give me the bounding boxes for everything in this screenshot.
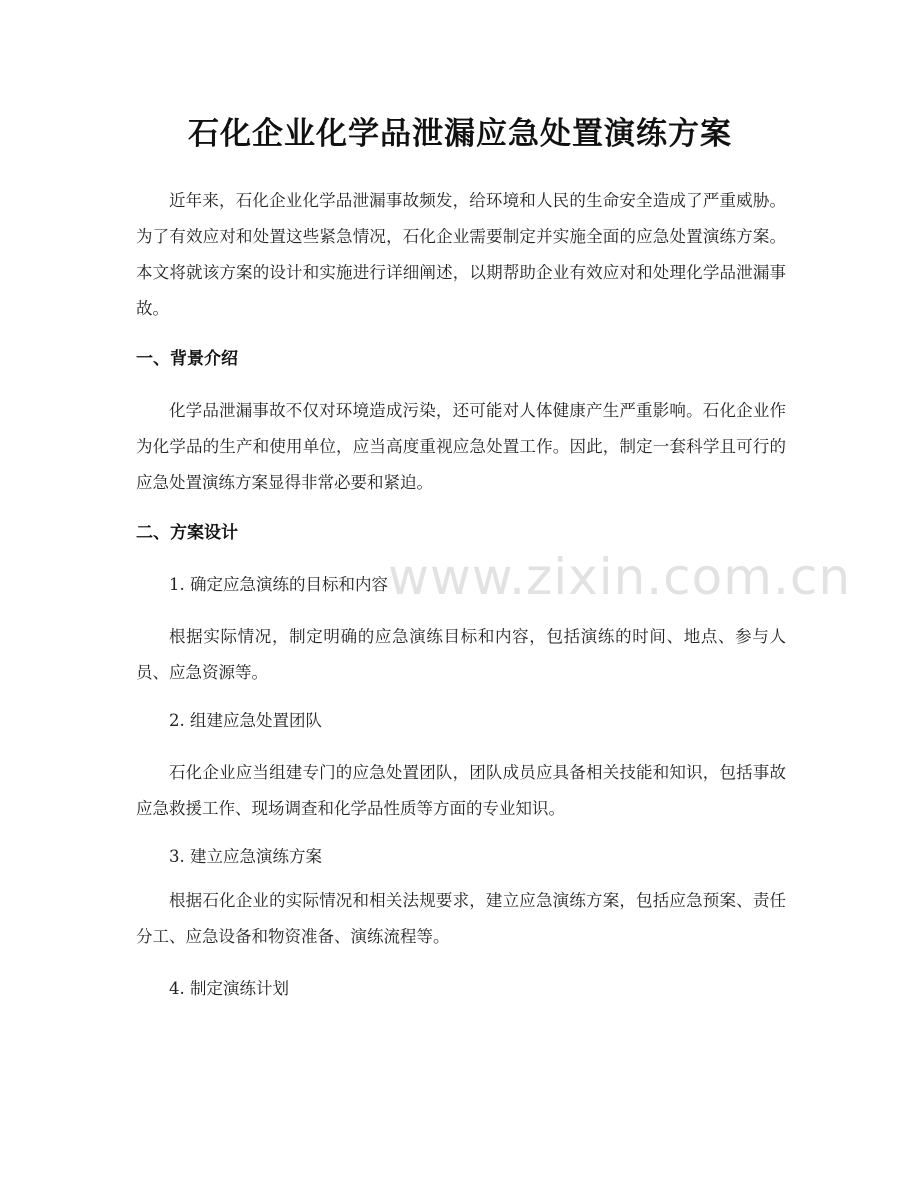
section-heading-design: 二、方案设计 xyxy=(136,523,238,543)
section-heading-background: 一、背景介绍 xyxy=(136,349,238,369)
intro-paragraph: 近年来，石化企业化学品泄漏事故频发，给环境和人民的生命安全造成了严重威胁。为了有效应对和处置这些紧急情况，石化企业需要制定并实施全面的应急处置演练方案。本文将就该方案的设计和实施进行详细阐述，以期帮助企业有效应对和处理化学品泄漏事故。 xyxy=(136,191,786,318)
document-title: 石化企业化学品泄漏应急处置演练方案 xyxy=(188,116,732,152)
background-paragraph: 化学品泄漏事故不仅对环境造成污染，还可能对人体健康产生严重影响。石化企业作为化学品的生产和使用单位，应当高度重视应急处置工作。因此，制定一套科学且可行的应急处置演练方案显得非常必要和紧迫。 xyxy=(136,401,786,492)
team-paragraph: 石化企业应当组建专门的应急处置团队，团队成员应具备相关技能和知识，包括事故应急救援工作、现场调查和化学品性质等方面的专业知识。 xyxy=(136,763,786,818)
plan-paragraph: 根据石化企业的实际情况和相关法规要求，建立应急演练方案，包括应急预案、责任分工、应急设备和物资准备、演练流程等。 xyxy=(136,891,786,946)
subheading-goals: 1. 确定应急演练的目标和内容 xyxy=(169,575,388,594)
watermark-text: www.zixin.com.cn xyxy=(388,548,852,606)
subheading-schedule: 4. 制定演练计划 xyxy=(169,979,289,998)
goals-paragraph: 根据实际情况，制定明确的应急演练目标和内容，包括演练的时间、地点、参与人员、应急资源等。 xyxy=(136,627,786,682)
subheading-team: 2. 组建应急处置团队 xyxy=(169,711,322,730)
subheading-plan: 3. 建立应急演练方案 xyxy=(169,847,322,866)
